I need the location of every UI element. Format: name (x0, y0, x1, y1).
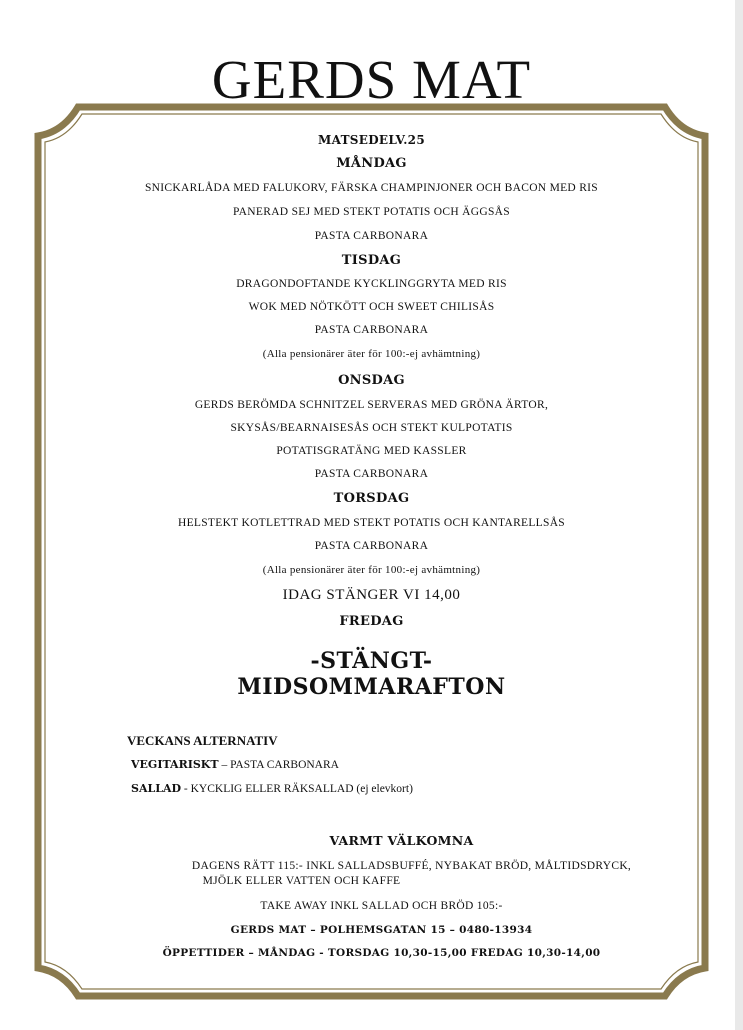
menu-item: PASTA CARBONARA (314, 324, 429, 336)
salad-value: - KYCKLIG ELLER RÄKSALLAD (ej elevkort) (181, 783, 413, 795)
day-friday: FREDAG (339, 614, 404, 629)
menu-item: PASTA CARBONARA (314, 540, 429, 552)
welcome-text: VARMT VÄLKOMNA (329, 833, 474, 848)
vegetarian-label: VEGITARISKT (131, 758, 219, 771)
holiday-name: MIDSOMMARAFTON (237, 674, 506, 700)
alternatives-heading: VECKANS ALTERNATIV (127, 733, 278, 748)
week-label: MATSEDELV.25 (318, 133, 425, 147)
menu-item: HELSTEKT KOTLETTRAD MED STEKT POTATIS OCH KANTARELLSÅS (177, 517, 566, 529)
pensioner-note: (Alla pensionärer äter för 100:-ej avhämtning) (262, 564, 481, 576)
address-line: GERDS MAT – POLHEMSGATAN 15 – 0480-13934 (230, 924, 533, 936)
day-monday: MÅNDAG (336, 156, 407, 171)
day-wednesday: ONSDAG (338, 373, 405, 388)
menu-item: POTATISGRATÄNG MED KASSLER (276, 445, 467, 457)
pensioner-note: (Alla pensionärer äter för 100:-ej avhämtning) (262, 348, 481, 360)
vegetarian-option (131, 758, 339, 771)
closed-notice: -STÄNGT- (310, 648, 433, 674)
day-tuesday: TISDAG (341, 253, 402, 268)
salad-option (131, 782, 413, 795)
price-info: DAGENS RÄTT 115:- INKL SALLADSBUFFÉ, NYBAKAT BRÖD, MÅLTIDSDRYCK, (191, 860, 632, 872)
vegetarian-value: – PASTA CARBONARA (218, 759, 339, 771)
salad-label: SALLAD (131, 782, 182, 795)
menu-item: GERDS BERÖMDA SCHNITZEL SERVERAS MED GRÖNA ÄRTOR, (194, 399, 549, 411)
menu-item: SNICKARLÅDA MED FALUKORV, FÄRSKA CHAMPINJONER OCH BACON MED RIS (144, 182, 599, 194)
menu-item: PASTA CARBONARA (314, 468, 429, 480)
opening-hours: ÖPPETTIDER – MÅNDAG - TORSDAG 10,30-15,00 FREDAG 10,30-14,00 (162, 947, 601, 959)
day-thursday: TORSDAG (333, 491, 410, 506)
menu-item: SKYSÅS/BEARNAISESÅS OCH STEKT KULPOTATIS (230, 422, 513, 434)
menu-item: PASTA CARBONARA (314, 230, 429, 242)
takeaway-info: TAKE AWAY INKL SALLAD OCH BRÖD 105:- (260, 900, 503, 912)
menu-item: WOK MED NÖTKÖTT OCH SWEET CHILISÅS (248, 301, 495, 313)
restaurant-title: GERDS MAT (211, 49, 532, 110)
menu-item: DRAGONDOFTANDE KYCKLINGGRYTA MED RIS (236, 278, 507, 290)
closing-notice: IDAG STÄNGER VI 14,00 (282, 587, 461, 603)
menu-item: PANERAD SEJ MED STEKT POTATIS OCH ÄGGSÅS (233, 206, 510, 218)
price-info-continued: MJÖLK ELLER VATTEN OCH KAFFE (202, 875, 401, 887)
